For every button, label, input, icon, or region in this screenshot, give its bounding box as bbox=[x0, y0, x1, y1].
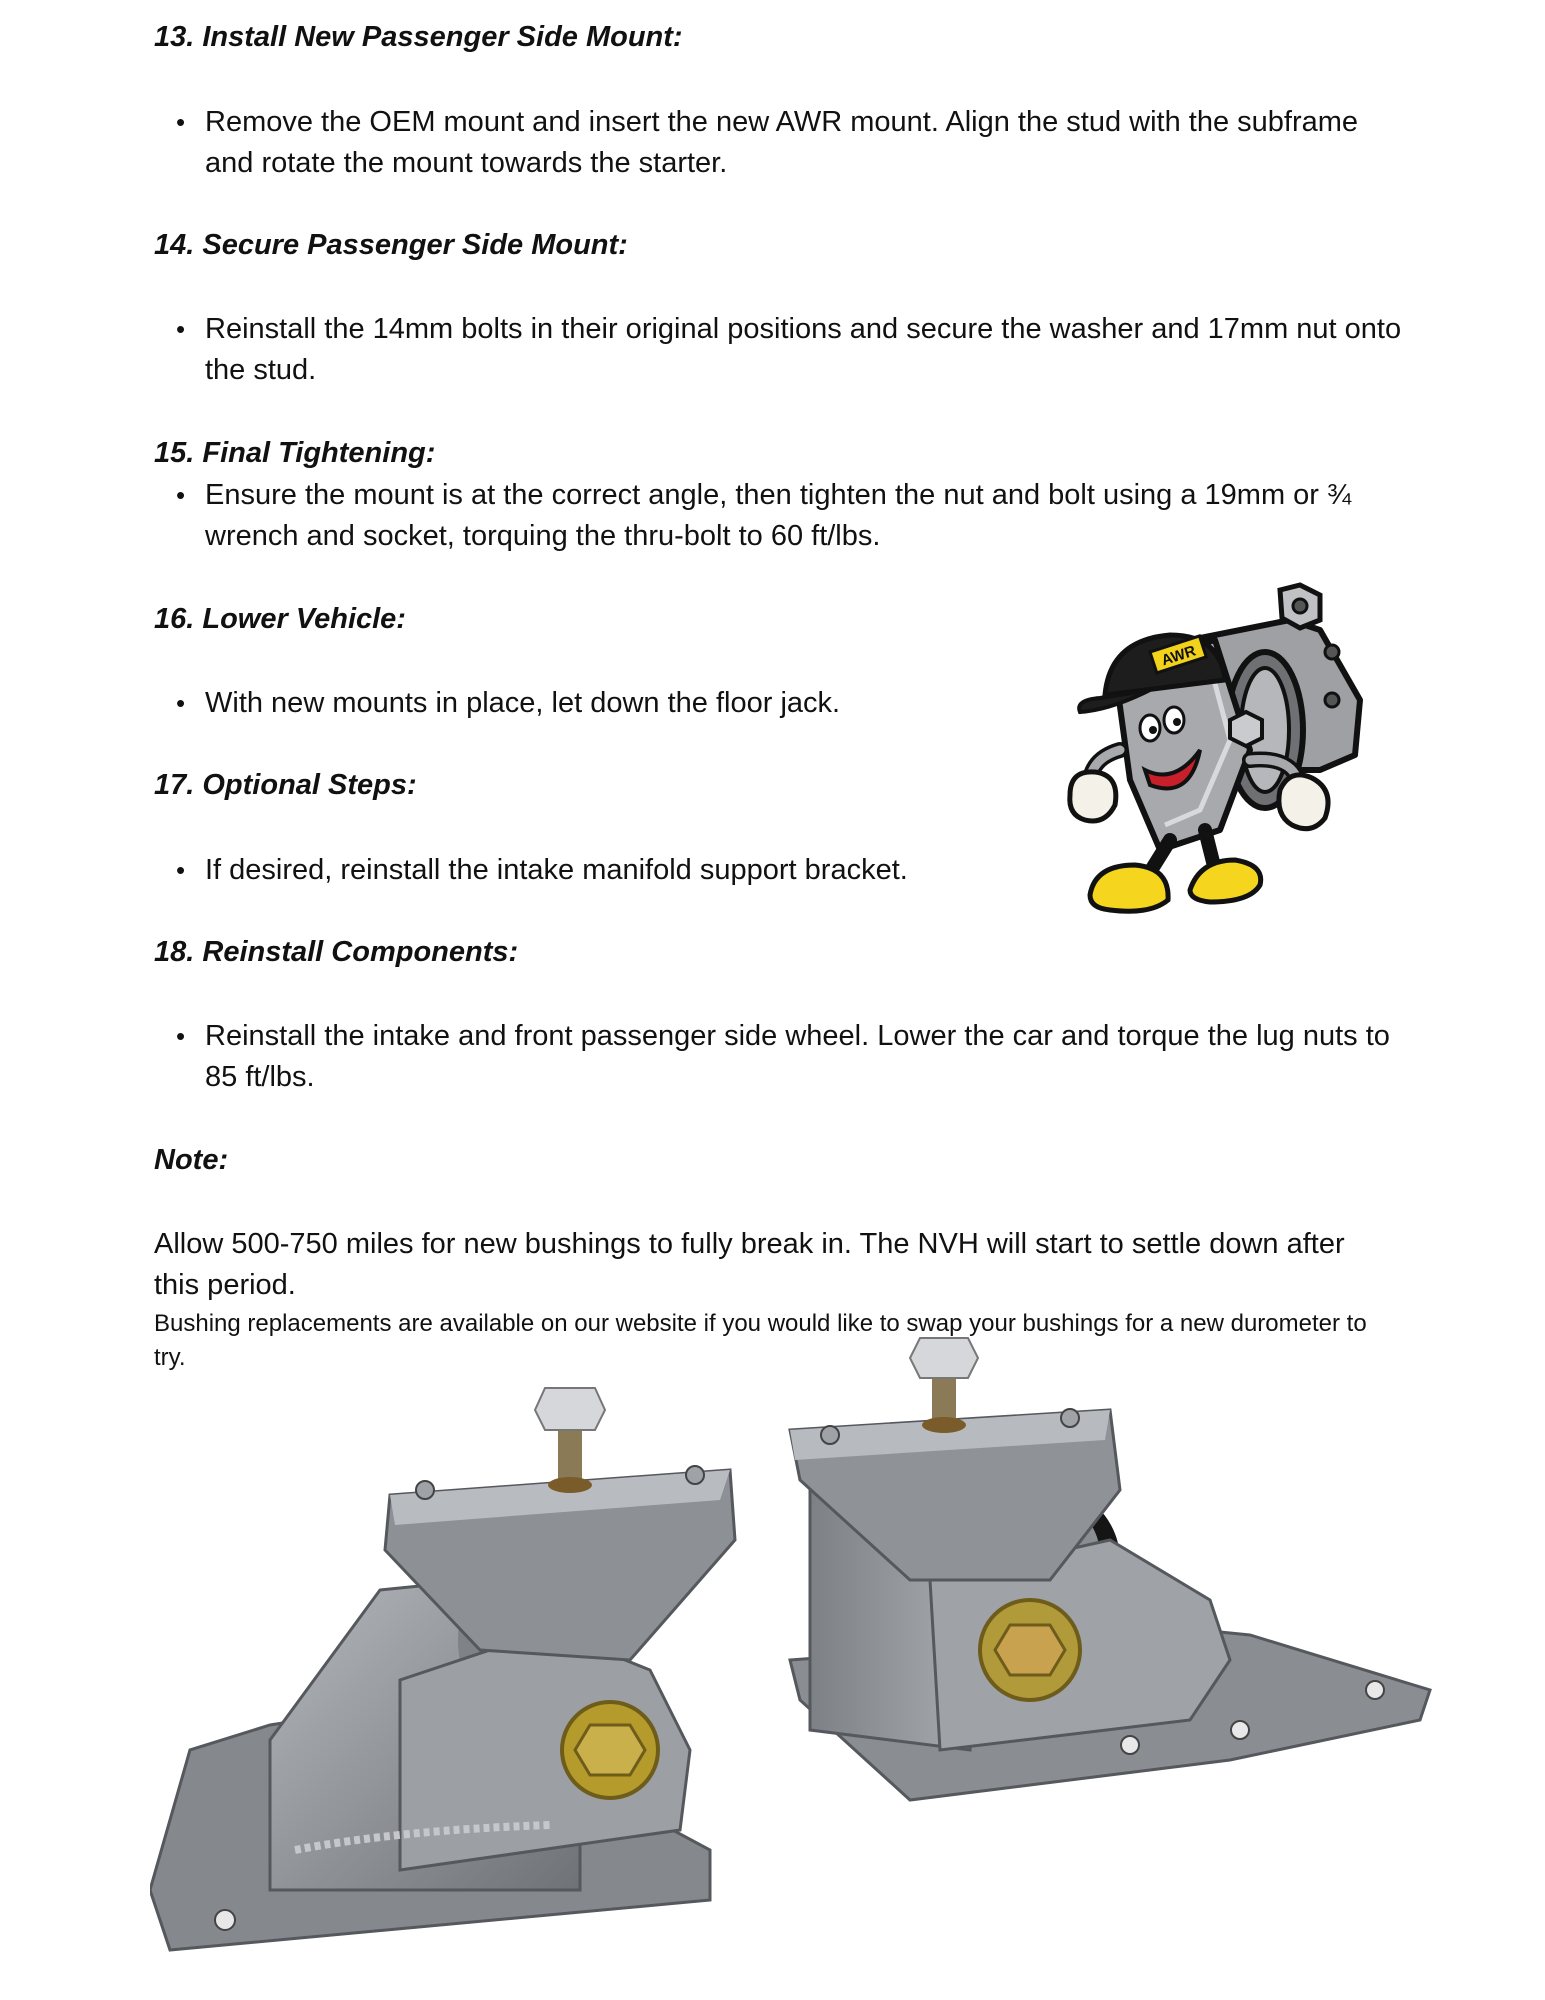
step-13-bullet: • Remove the OEM mount and insert the new AWR mount. Align the stud with the subframe and rotate the mount towards the starter. bbox=[205, 102, 1405, 184]
step-14-bullet: • Reinstall the 14mm bolts in their original positions and secure the washer and 17mm nut onto the stud. bbox=[205, 309, 1405, 391]
step-18-bullet: • Reinstall the intake and front passenger side wheel. Lower the car and torque the lug nuts to 85 ft/lbs. bbox=[205, 1016, 1405, 1098]
note-paragraph: Allow 500-750 miles for new bushings to fully break in. The NVH will start to settle down after this period. bbox=[154, 1228, 1345, 1301]
step-17-bullet: • If desired, reinstall the intake manifold support bracket. bbox=[205, 850, 1405, 891]
step-16-bullet: • With new mounts in place, let down the floor jack. bbox=[205, 683, 1405, 724]
note-small-text: Bushing replacements are available on our website if you would like to swap your bushings for a new durometer to try. bbox=[154, 1310, 1367, 1371]
left-mount bbox=[150, 1388, 735, 1950]
step-15-bullet: • Ensure the mount is at the correct angle, then tighten the nut and bolt using a 19mm or ¾ wrench and socket, torquing the thru-bolt to 60 ft/lbs. bbox=[205, 475, 1405, 557]
step-13-heading: 13. Install New Passenger Side Mount: bbox=[154, 21, 683, 53]
step-15-heading: 15. Final Tightening: bbox=[154, 437, 436, 469]
step-14-heading: 14. Secure Passenger Side Mount: bbox=[154, 229, 628, 261]
right-mount bbox=[790, 1338, 1430, 1800]
engine-mounts-photo bbox=[150, 1330, 1440, 1960]
mascot-cap-logo-text: AWR bbox=[1159, 642, 1198, 670]
note-heading: Note: bbox=[154, 1144, 229, 1176]
step-16-heading: 16. Lower Vehicle: bbox=[154, 603, 406, 635]
step-17-heading: 17. Optional Steps: bbox=[154, 769, 417, 801]
awr-mascot-illustration bbox=[1050, 580, 1370, 930]
step-18-heading: 18. Reinstall Components: bbox=[154, 936, 519, 968]
